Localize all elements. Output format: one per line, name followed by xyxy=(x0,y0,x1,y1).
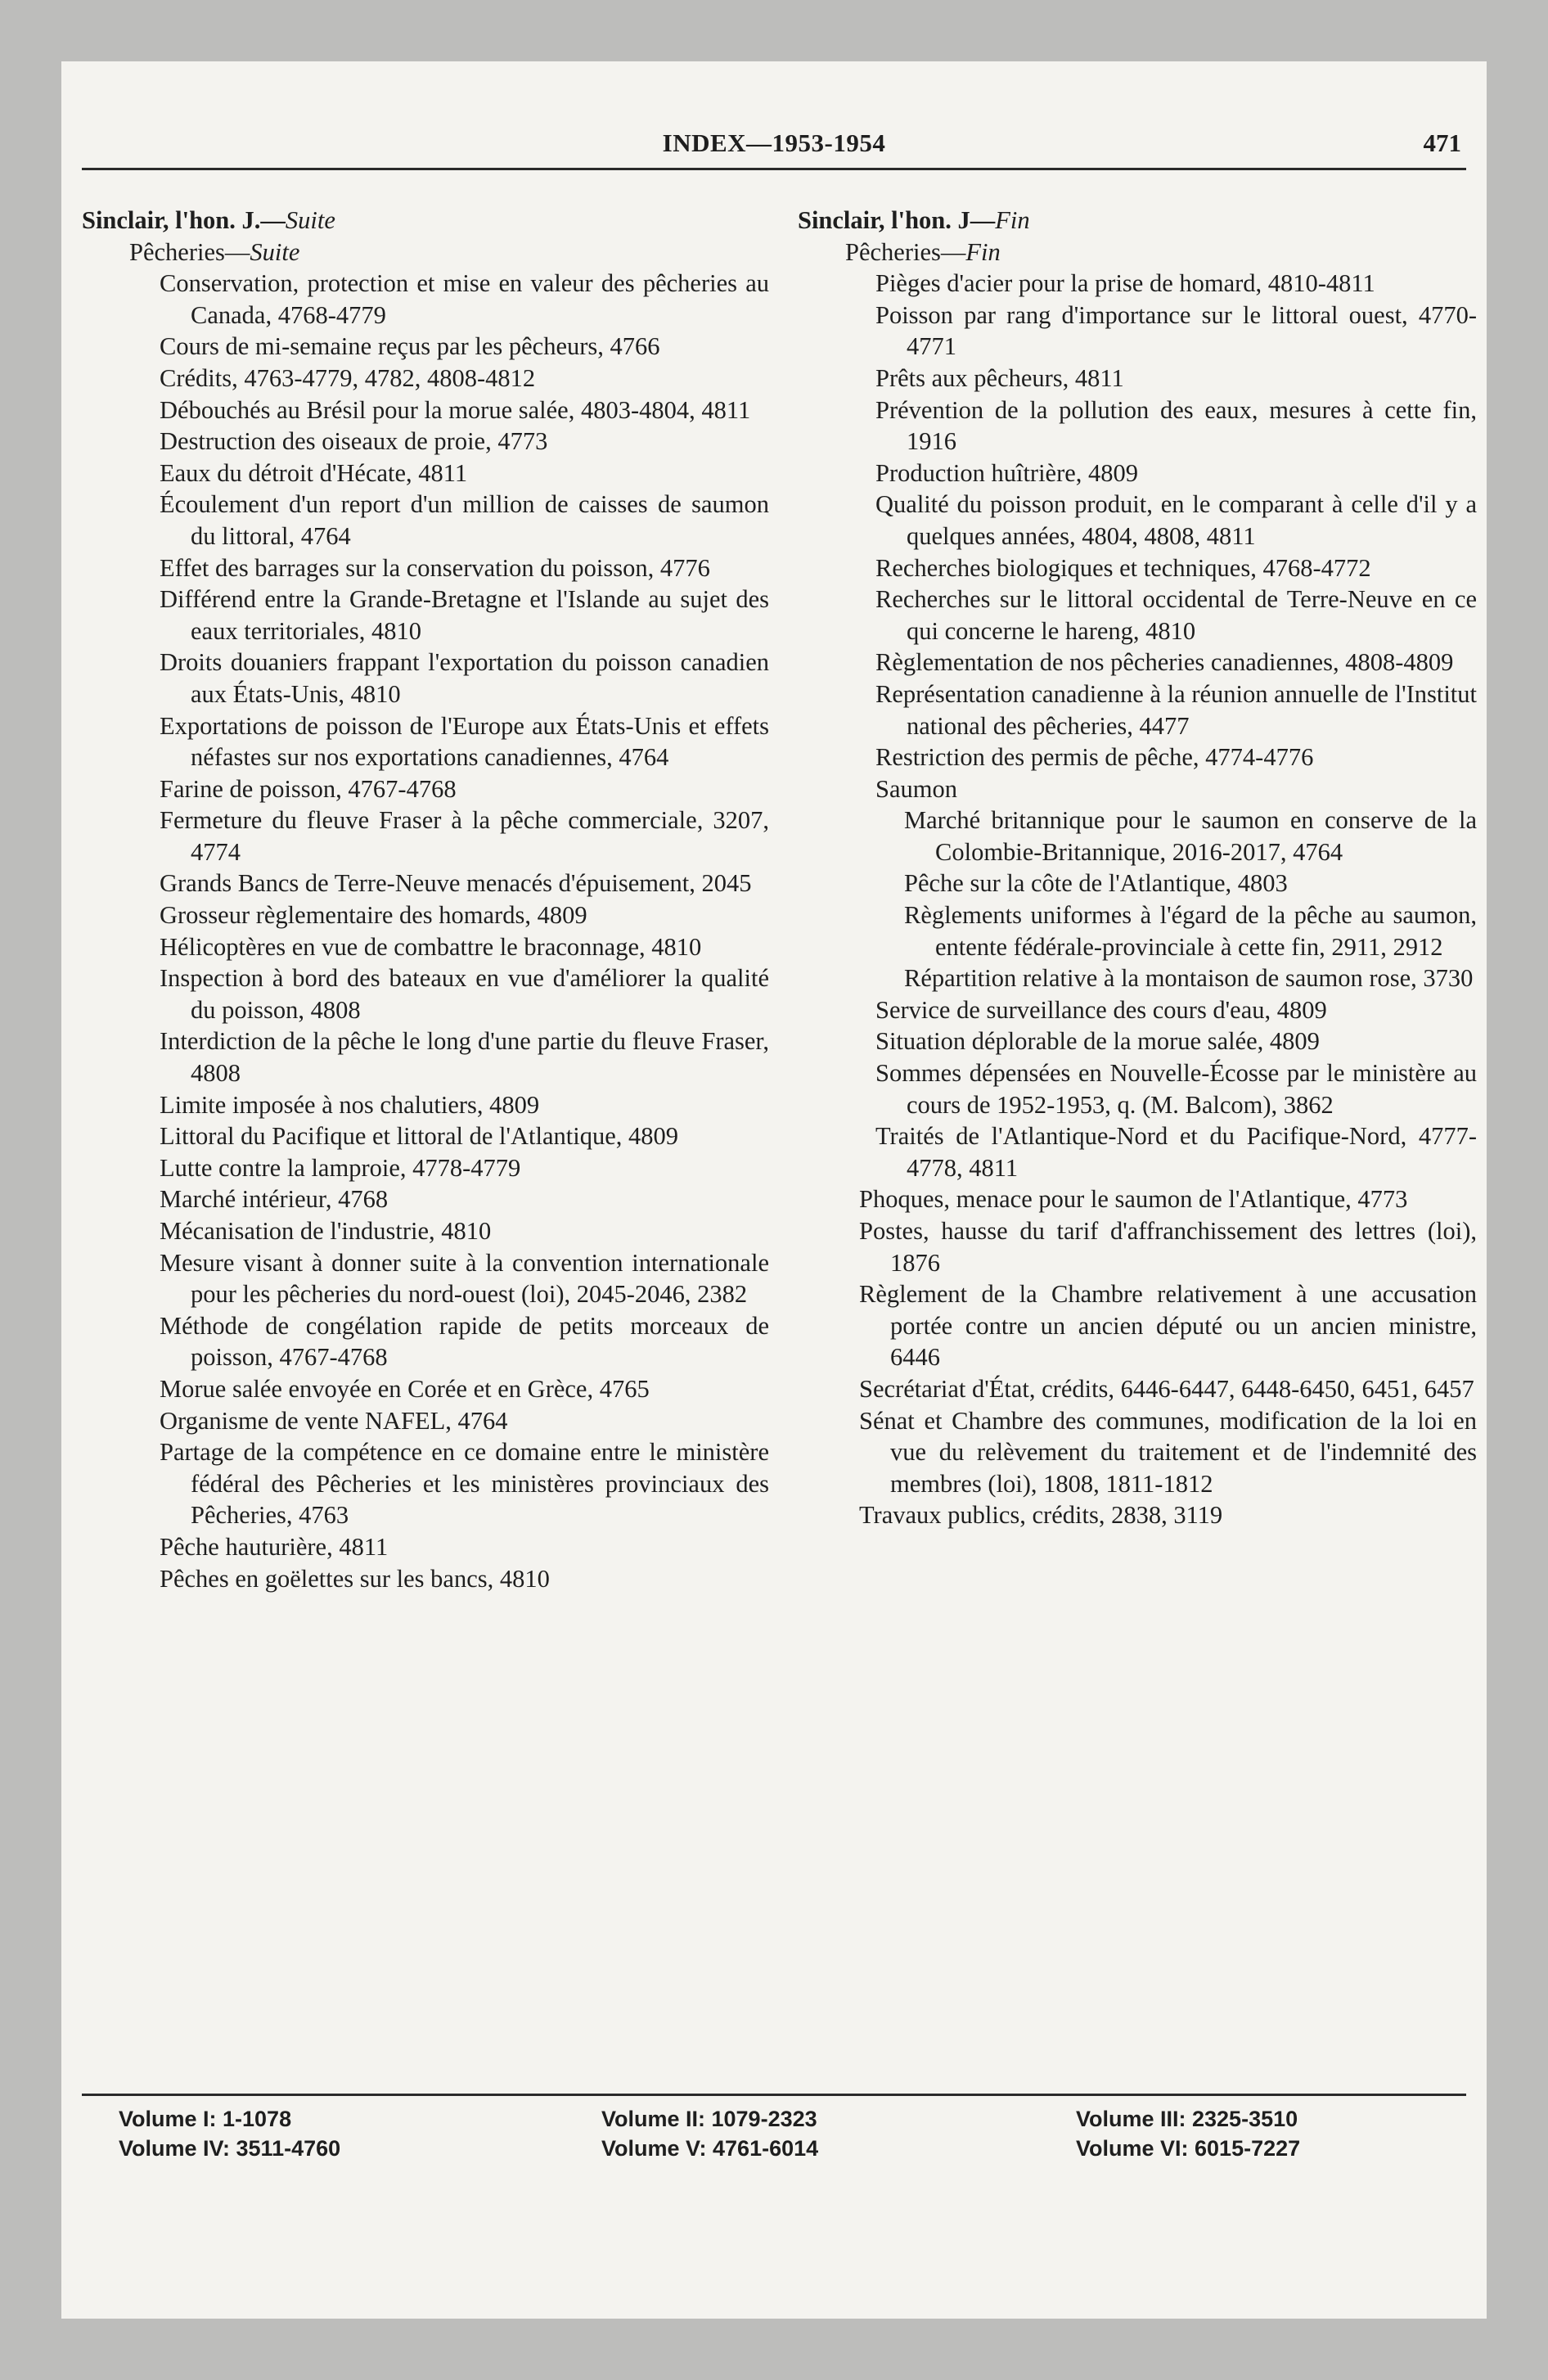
index-entry: Traités de l'Atlantique-Nord et du Pacifique-Nord, 4777-4778, 4811 xyxy=(875,1122,1477,1182)
sub-heading-suffix: Fin xyxy=(965,237,1001,266)
index-entry: Phoques, menace pour le saumon de l'Atlantique, 4773 xyxy=(859,1185,1408,1214)
index-entry: Lutte contre la lamproie, 4778-4779 xyxy=(160,1153,521,1182)
right-fish-entries-2 xyxy=(798,994,1477,1184)
index-entry: Règlementation de nos pêcheries canadiennes, 4808-4809 xyxy=(875,648,1454,677)
sub-heading xyxy=(82,237,769,268)
index-entry: Pièges d'acier pour la prise de homard, 4810-4811 xyxy=(875,269,1375,298)
index-entry: Marché britannique pour le saumon en conserve de la Colombie-Britannique, 2016-2017, 4764 xyxy=(904,806,1477,866)
right-top-entries xyxy=(798,1183,1477,1531)
page-number: 471 xyxy=(1423,128,1461,157)
heading-suffix: Fin xyxy=(995,206,1030,234)
index-entry: Représentation canadienne à la réunion annuelle de l'Institut national des pêcheries, 4477 xyxy=(875,679,1477,740)
index-entry: Mesure visant à donner suite à la convention internationale pour les pêcheries du nord-ouest (loi), 2045-2046, 2382 xyxy=(160,1248,769,1309)
index-entry: Répartition relative à la montaison de saumon rose, 3730 xyxy=(904,964,1474,993)
index-entry: Limite imposée à nos chalutiers, 4809 xyxy=(160,1090,540,1119)
index-entry: Cours de mi-semaine reçus par les pêcheurs, 4766 xyxy=(160,332,660,361)
volume-range: Volume II: 1079-2323 xyxy=(601,2107,817,2131)
index-entry: Farine de poisson, 4767-4768 xyxy=(160,774,457,803)
page-header xyxy=(82,127,1466,170)
entry-heading xyxy=(798,205,1477,237)
index-entry: Production huîtrière, 4809 xyxy=(875,458,1139,487)
saumon-label: Saumon xyxy=(875,774,957,803)
index-page xyxy=(61,61,1487,2319)
footer-col-1 xyxy=(119,2104,340,2163)
index-entry: Mécanisation de l'industrie, 4810 xyxy=(160,1217,492,1245)
heading-suffix: Suite xyxy=(285,206,335,234)
index-entry: Marché intérieur, 4768 xyxy=(160,1185,389,1214)
index-entry: Règlements uniformes à l'égard de la pêche au saumon, entente fédérale-provinciale à cette fin, 2911, 2912 xyxy=(904,901,1477,961)
index-entry: Différend entre la Grande-Bretagne et l'Islande au sujet des eaux territoriales, 4810 xyxy=(160,585,769,645)
index-entry: Crédits, 4763-4779, 4782, 4808-4812 xyxy=(160,363,536,392)
index-entry: Morue salée envoyée en Corée et en Grèce, 4765 xyxy=(160,1374,650,1403)
index-entry: Pêche hauturière, 4811 xyxy=(160,1532,389,1561)
index-entry: Débouchés au Brésil pour la morue salée, 4803-4804, 4811 xyxy=(160,395,751,424)
index-entry: Interdiction de la pêche le long d'une partie du fleuve Fraser, 4808 xyxy=(160,1027,769,1088)
index-entry: Poisson par rang d'importance sur le littoral ouest, 4770-4771 xyxy=(875,300,1477,361)
volume-range: Volume VI: 6015-7227 xyxy=(1076,2136,1301,2161)
right-fish-entries xyxy=(798,268,1477,773)
index-entry: Service de surveillance des cours d'eau, 4809 xyxy=(875,995,1327,1024)
index-entry: Travaux publics, crédits, 2838, 3119 xyxy=(859,1501,1223,1530)
volume-range: Volume III: 2325-3510 xyxy=(1076,2107,1298,2131)
index-entry: Organisme de vente NAFEL, 4764 xyxy=(160,1406,508,1435)
index-entry: Droits douaniers frappant l'exportation du poisson canadien aux États-Unis, 4810 xyxy=(160,648,769,708)
index-entry: Prévention de la pollution des eaux, mesures à cette fin, 1916 xyxy=(875,395,1477,456)
index-entry: Secrétariat d'État, crédits, 6446-6447, 6448-6450, 6451, 6457 xyxy=(859,1374,1474,1403)
left-column xyxy=(82,205,769,1594)
index-entry: Prêts aux pêcheurs, 4811 xyxy=(875,363,1124,392)
index-entry: Grosseur règlementaire des homards, 4809 xyxy=(160,901,587,930)
index-entry: Qualité du poisson produit, en le comparant à celle d'il y a quelques années, 4804, 4808, 4811 xyxy=(875,490,1477,550)
right-column xyxy=(798,205,1477,1531)
sub-heading-text: Pêcheries— xyxy=(129,237,250,266)
index-entry: Sénat et Chambre des communes, modification de la loi en vue du relèvement du traitement et de l'indemnité des membres (loi), 1808, 1811-1812 xyxy=(859,1406,1477,1498)
index-entry: Fermeture du fleuve Fraser à la pêche commerciale, 3207, 4774 xyxy=(160,806,769,866)
sub-heading-text: Pêcheries— xyxy=(845,237,966,266)
sub-heading xyxy=(798,237,1477,268)
index-entry: Grands Bancs de Terre-Neuve menacés d'épuisement, 2045 xyxy=(160,869,752,898)
heading-text: Sinclair, l'hon. J— xyxy=(798,206,996,234)
index-entry: Littoral du Pacifique et littoral de l'Atlantique, 4809 xyxy=(160,1122,678,1151)
footer-col-2 xyxy=(601,2104,818,2163)
index-entry: Eaux du détroit d'Hécate, 4811 xyxy=(160,458,468,487)
index-entry: Effet des barrages sur la conservation du poisson, 4776 xyxy=(160,553,710,582)
index-entry: Hélicoptères en vue de combattre le braconnage, 4810 xyxy=(160,932,702,961)
index-entry: Destruction des oiseaux de proie, 4773 xyxy=(160,427,548,456)
volume-range: Volume V: 4761-6014 xyxy=(601,2136,819,2161)
index-entry: Situation déplorable de la morue salée, 4809 xyxy=(875,1027,1320,1056)
index-entry: Partage de la compétence en ce domaine entre le ministère fédéral des Pêcheries et les ministères provinciaux des Pêcheries, 4763 xyxy=(160,1438,769,1530)
left-entries-list xyxy=(82,268,769,1594)
sub-heading-suffix: Suite xyxy=(250,237,300,266)
index-entry: Sommes dépensées en Nouvelle-Écosse par le ministère au cours de 1952-1953, q. (M. Balcom), 3862 xyxy=(875,1059,1477,1119)
index-entry: Recherches biologiques et techniques, 4768-4772 xyxy=(875,553,1371,582)
index-entry: Méthode de congélation rapide de petits morceaux de poisson, 4767-4768 xyxy=(160,1311,769,1372)
volume-range: Volume IV: 3511-4760 xyxy=(119,2136,341,2161)
index-entry: Recherches sur le littoral occidental de Terre-Neuve en ce qui concerne le hareng, 4810 xyxy=(875,585,1477,645)
index-entry: Écoulement d'un report d'un million de caisses de saumon du littoral, 4764 xyxy=(160,490,769,550)
heading-text: Sinclair, l'hon. J.— xyxy=(82,206,286,234)
index-entry: Restriction des permis de pêche, 4774-4776 xyxy=(875,743,1314,772)
index-entry: Postes, hausse du tarif d'affranchissement des lettres (loi), 1876 xyxy=(859,1217,1477,1277)
volume-footer xyxy=(82,2094,1466,2161)
index-entry: Pêches en goëlettes sur les bancs, 4810 xyxy=(160,1564,550,1593)
footer-col-3 xyxy=(1076,2104,1300,2163)
page-title: INDEX—1953-1954 xyxy=(662,128,886,157)
saumon-entries xyxy=(798,805,1477,994)
index-entry: Conservation, protection et mise en valeur des pêcheries au Canada, 4768-4779 xyxy=(160,269,769,329)
index-entry: Inspection à bord des bateaux en vue d'améliorer la qualité du poisson, 4808 xyxy=(160,964,769,1024)
volume-range: Volume I: 1-1078 xyxy=(119,2107,292,2131)
index-entry: Pêche sur la côte de l'Atlantique, 4803 xyxy=(904,869,1288,898)
index-entry: Exportations de poisson de l'Europe aux États-Unis et effets néfastes sur nos exportations canadiennes, 4764 xyxy=(160,711,769,772)
entry-heading xyxy=(82,205,769,237)
index-entry: Règlement de la Chambre relativement à une accusation portée contre un ancien député ou un ancien ministre, 6446 xyxy=(859,1280,1477,1372)
